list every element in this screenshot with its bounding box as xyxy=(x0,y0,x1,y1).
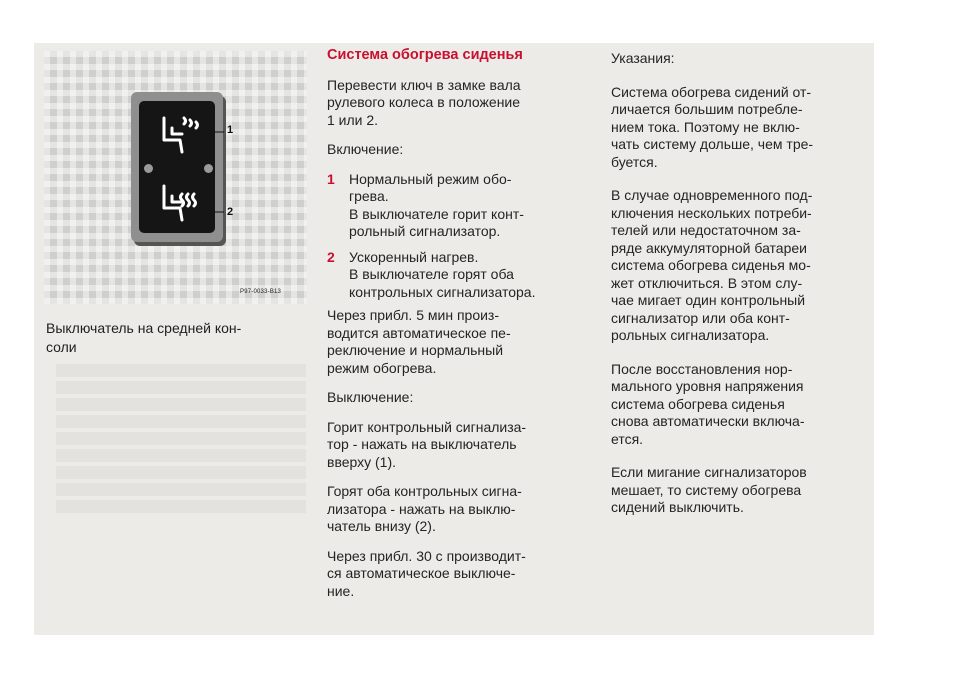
section-title: Система обогрева сиденья xyxy=(327,47,523,63)
item-text: Нормальный режим обо- грева. xyxy=(349,170,512,204)
middle-column xyxy=(327,47,589,612)
seat-heat-icon xyxy=(156,114,202,158)
list-item xyxy=(327,171,589,241)
item-number: 1 xyxy=(327,170,335,187)
switch-pivot-right xyxy=(204,164,213,173)
figure-code: P97-0033-B13 xyxy=(240,289,282,295)
note-paragraph: После восстановления нор- мального уровня напряжения система обогрева сиденья снова автоматически включа- ется. xyxy=(611,360,805,447)
right-column xyxy=(611,50,873,529)
auto-switch-note: Через прибл. 5 мин произ- водится автоматическое пе- реключение и нормальный режим обогрева. xyxy=(327,307,511,376)
off-instruction-1: Горит контрольный сигнализа- тор - нажать на выключатель вверху (1). xyxy=(327,418,527,470)
item-number: 2 xyxy=(327,248,335,265)
bleed-through xyxy=(56,360,306,517)
item-detail: В выключателе горят оба контрольных сигнализатора. xyxy=(349,266,536,300)
callout-lines xyxy=(214,124,228,234)
intro-text: Перевести ключ в замке вала рулевого колеса в положение 1 или 2. xyxy=(327,76,521,128)
seat-heat-fast-icon xyxy=(156,182,202,226)
list-item xyxy=(327,249,589,302)
item-detail: В выключателе горит конт- рольный сигнализатор. xyxy=(349,205,524,239)
callout-2: 2 xyxy=(227,206,234,218)
item-text: Ускоренный нагрев. xyxy=(349,248,479,265)
off-instruction-3: Через прибл. 30 с производит- ся автоматическое выключе- ние. xyxy=(327,547,526,599)
off-instruction-2: Горят оба контрольных сигна- лизатора - нажать на выклю- чатель внизу (2). xyxy=(327,483,522,534)
on-heading: Включение: xyxy=(327,141,404,157)
switch-pivot-left xyxy=(144,164,153,173)
figure-caption xyxy=(46,319,308,357)
note-paragraph: Если мигание сигнализаторов мешает, то систему обогрева сидений выключить. xyxy=(611,464,807,515)
caption-text: Выключатель на средней кон- соли xyxy=(46,320,242,355)
off-heading: Выключение: xyxy=(327,389,414,405)
callout-1: 1 xyxy=(227,124,234,136)
note-paragraph: Система обогрева сидений от- личается большим потребле- нием тока. Поэтому не вклю- чать систему дольше, чем тре- буется. xyxy=(611,83,814,170)
notes-heading: Указания: xyxy=(611,50,675,66)
note-paragraph: В случае одновременного под- ключения нескольких потреби- телей или недостаточном за- ряде аккумуляторной батареи система обогрева сиденья мо- жет отключиться. В этом слу- чае мигает один контрольный сигнализатор или оба конт- рольных сигнализатора. xyxy=(611,187,813,343)
